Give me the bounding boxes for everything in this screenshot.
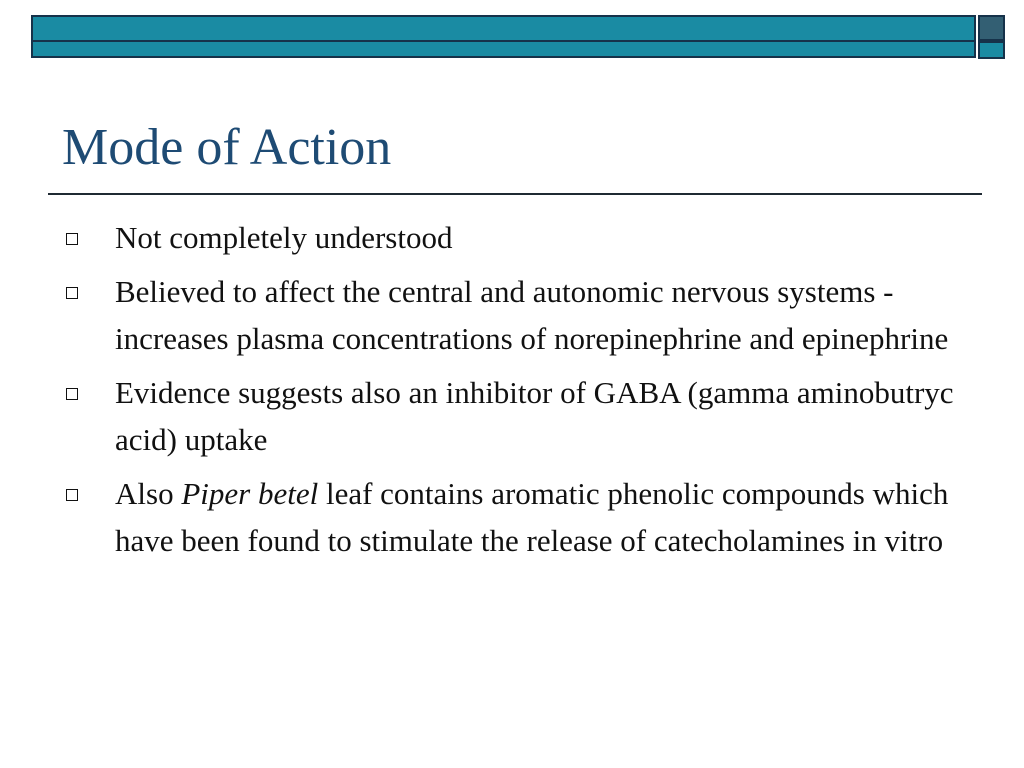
bullet-text: Believed to affect the central and autonomic nervous systems - increases plasma concentrations of norepinephrine and epinephrine — [115, 274, 949, 356]
bullet-item — [0, 470, 1024, 564]
bullet-item — [0, 268, 1024, 362]
bullet-item — [0, 214, 1024, 261]
bullet-text-prefix: Also — [115, 476, 182, 511]
title-divider — [48, 193, 982, 195]
bullet-text: Not completely understood — [115, 220, 453, 255]
hollow-square-bullet-icon — [66, 233, 78, 245]
header-decoration-bar — [31, 15, 976, 58]
header-bar-stripe — [33, 40, 974, 42]
bullet-list — [0, 214, 1024, 571]
slide-title: Mode of Action — [62, 119, 392, 176]
bullet-text: Evidence suggests also an inhibitor of GABA (gamma aminobutryc acid) uptake — [115, 375, 954, 457]
hollow-square-bullet-icon — [66, 287, 78, 299]
bullet-text-suffix: leaf contains aromatic phenolic compounds which have been found to stimulate the release of catecholamines in vitro — [115, 476, 949, 558]
bullet-item — [0, 369, 1024, 463]
hollow-square-bullet-icon — [66, 388, 78, 400]
corner-square-dark — [978, 15, 1005, 41]
species-name: Piper betel — [181, 476, 319, 511]
hollow-square-bullet-icon — [66, 489, 78, 501]
corner-square-teal — [978, 41, 1005, 59]
